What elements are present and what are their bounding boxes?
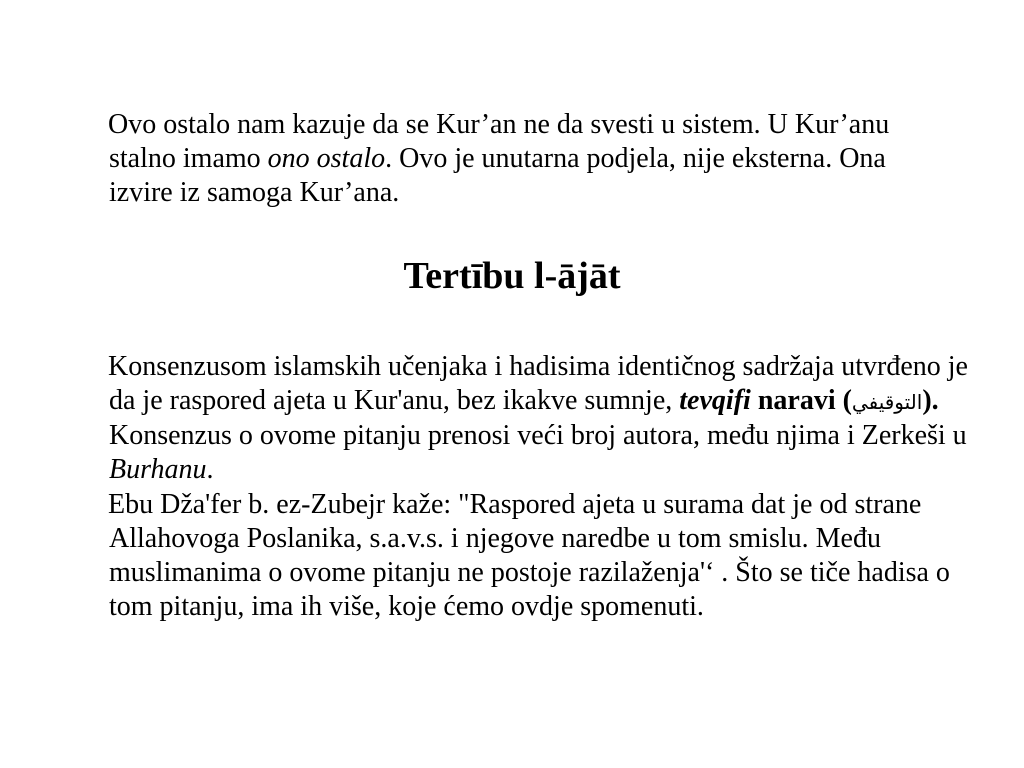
term-naravi: naravi ( xyxy=(750,385,852,416)
paragraph-consensus-tail: . xyxy=(206,454,214,485)
source-burhanu: Burhanu xyxy=(109,454,207,485)
paragraph-intro xyxy=(101,108,951,210)
section-heading: Tertību l-ājāt xyxy=(403,255,621,297)
paragraph-consensus xyxy=(101,350,976,487)
paragraph-intro-tail: . Ovo je unutarna podjela, nije eksterna. Ona izvire iz samoga Kur’ana. xyxy=(109,143,886,208)
paragraph-consensus-mid: Konsenzus o ovome pitanju prenosi veći broj autora, među njima i Zerkeši u xyxy=(109,420,967,451)
paragraph-quote xyxy=(101,488,976,624)
term-close: ). xyxy=(922,385,939,416)
arabic-term: التوقيفي xyxy=(851,390,923,414)
paragraph-intro-lead: Ovo ostalo nam kazuje da se Kur’an ne da svesti u sistem. U Kur’anu stalno imamo xyxy=(108,109,890,174)
paragraph-quote-text: Ebu Dža'fer b. ez-Zubejr kaže: "Raspored ajeta u surama dat je od strane Allahovoga Poslanika, s.a.v.s. i njegove naredbe u tom smislu. Među muslimanima o ovome pitanju ne postoje razilaženja'‘ . Što se tiče hadisa o tom pitanju, ima ih više, koje ćemo ovdje spomenuti. xyxy=(108,489,950,622)
paragraph-consensus-lead: Konsenzusom islamskih učenjaka i hadisima identičnog sadržaja utvrđeno je da je raspored ajeta u Kur'anu, bez ikakve sumnje, xyxy=(108,351,968,416)
term-tevqifi: tevqifi xyxy=(679,385,751,416)
paragraph-intro-italic: ono ostalo xyxy=(267,143,386,174)
